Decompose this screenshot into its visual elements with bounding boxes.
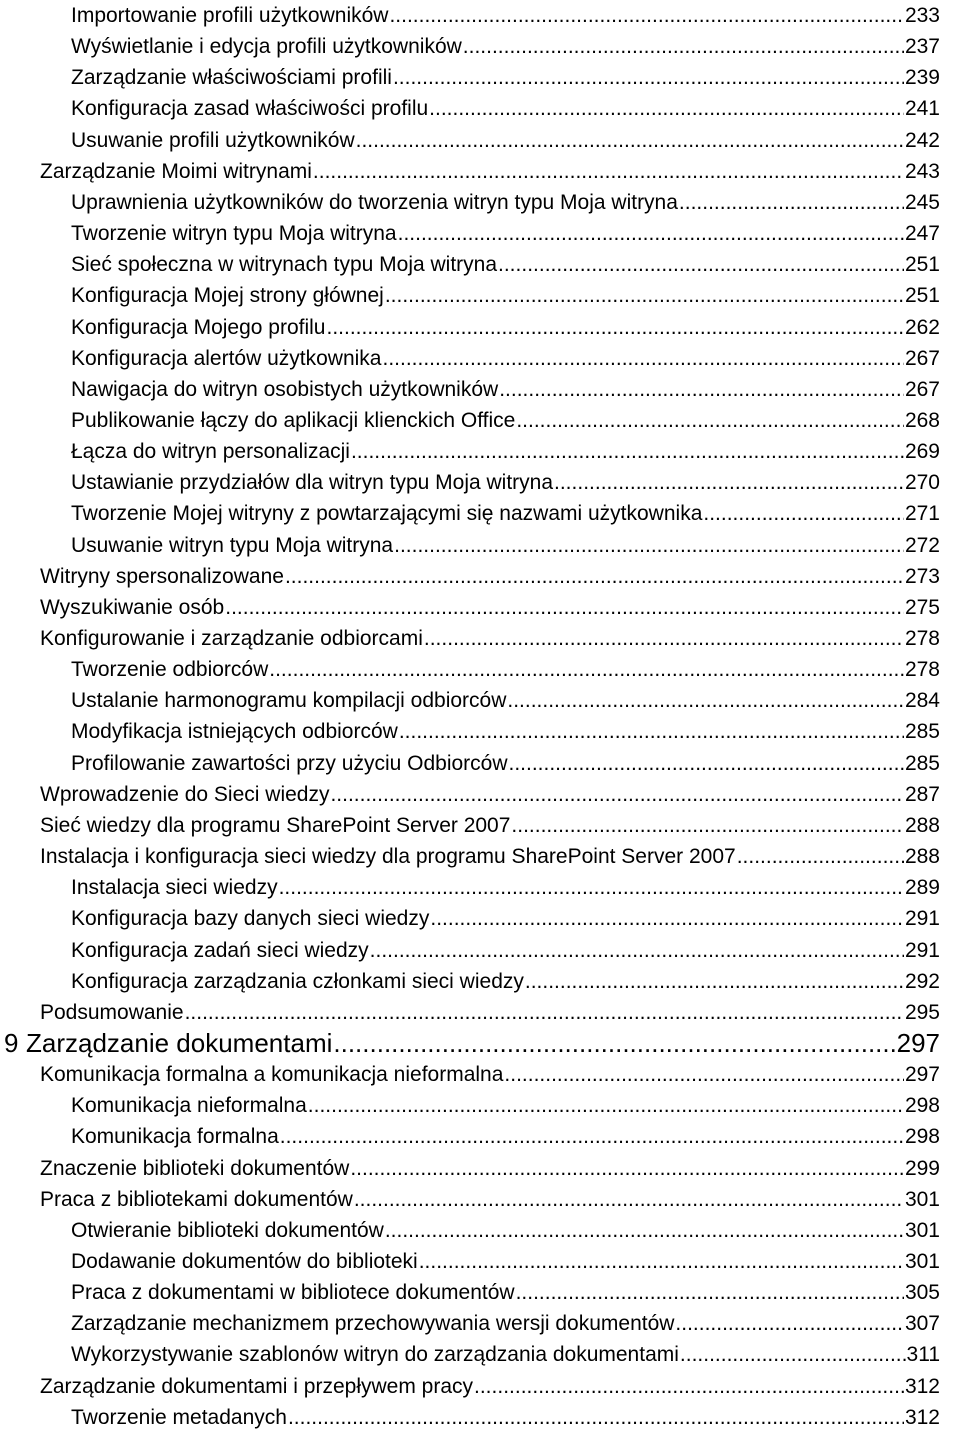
- toc-entry[interactable]: [40, 1371, 940, 1402]
- toc-entry-page-number: 269: [904, 440, 940, 464]
- toc-entry-title: Komunikacja nieformalna: [71, 1094, 307, 1118]
- toc-entry-title: Ustawianie przydziałów dla witryn typu Moja witryna: [71, 471, 554, 495]
- toc-entry[interactable]: [71, 343, 940, 374]
- toc-entry-page-number: 297: [896, 1027, 940, 1058]
- toc-entry-page-number: 288: [904, 845, 940, 869]
- toc-entry-title: Zarządzanie Moimi witrynami: [40, 159, 312, 183]
- toc-entry[interactable]: [71, 903, 940, 934]
- toc-entry[interactable]: [71, 1090, 940, 1121]
- dot-leader: [516, 405, 904, 436]
- toc-entry-page-number: 289: [904, 876, 940, 900]
- dot-leader: [675, 1308, 904, 1339]
- toc-entry-page-number: 295: [904, 1000, 940, 1024]
- toc-entry-page-number: 243: [904, 159, 940, 183]
- toc-entry-title: Importowanie profili użytkowników: [71, 4, 389, 27]
- dot-leader: [398, 218, 904, 249]
- dot-leader: [429, 93, 904, 124]
- toc-entry-page-number: 262: [904, 315, 940, 339]
- toc-entry-page-number: 301: [904, 1250, 940, 1273]
- toc-entry[interactable]: [71, 374, 940, 405]
- dot-leader: [225, 592, 904, 623]
- toc-entry[interactable]: [40, 1059, 940, 1090]
- toc-entry-page-number: 278: [904, 627, 940, 650]
- toc-entry[interactable]: [71, 0, 940, 31]
- toc-entry-title: Zarządzanie właściwościami profili: [71, 66, 392, 90]
- dot-leader: [507, 685, 904, 716]
- toc-entry-title: Sieć wiedzy dla programu SharePoint Server 2007: [40, 813, 511, 837]
- toc-entry-title: Dodawanie dokumentów do biblioteki: [71, 1250, 418, 1273]
- toc-entry[interactable]: [71, 935, 940, 966]
- toc-entry-title: Znaczenie biblioteki dokumentów: [40, 1156, 350, 1180]
- toc-entry-title: Tworzenie metadanych: [71, 1405, 287, 1429]
- toc-entry-page-number: 272: [904, 533, 940, 557]
- toc-entry-page-number: 247: [904, 222, 940, 246]
- dot-leader: [430, 903, 904, 934]
- toc-entry[interactable]: [40, 810, 940, 841]
- toc-entry-page-number: 275: [904, 595, 940, 619]
- toc-entry[interactable]: [40, 779, 940, 810]
- dot-leader: [419, 1246, 904, 1277]
- toc-entry-page-number: 233: [904, 4, 940, 27]
- toc-entry-page-number: 284: [904, 689, 940, 713]
- toc-entry-title: Praca z dokumentami w bibliotece dokumentów: [71, 1281, 515, 1305]
- dot-leader: [269, 654, 904, 685]
- dot-leader: [680, 1339, 906, 1370]
- dot-leader: [703, 498, 904, 529]
- toc-entry-page-number: 285: [904, 720, 940, 744]
- toc-entry-title: Podsumowanie: [40, 1000, 184, 1024]
- toc-entry[interactable]: [71, 125, 940, 156]
- toc-entry-page-number: 285: [904, 751, 940, 775]
- toc-entry-title: Konfiguracja Mojego profilu: [71, 315, 326, 339]
- toc-entry-title: Zarządzanie mechanizmem przechowywania wersji dokumentów: [71, 1312, 675, 1336]
- toc-entry-title: Wprowadzenie do Sieci wiedzy: [40, 782, 330, 806]
- toc-entry-page-number: 291: [904, 938, 940, 962]
- toc-entry[interactable]: [71, 249, 940, 280]
- toc-entry[interactable]: [71, 436, 940, 467]
- dot-leader: [737, 841, 904, 872]
- toc-entry-title: Konfiguracja alertów użytkownika: [71, 346, 382, 370]
- toc-entry-title: Konfiguracja bazy danych sieci wiedzy: [71, 907, 430, 931]
- toc-entry-title: Konfigurowanie i zarządzanie odbiorcami: [40, 627, 423, 650]
- toc-entry-page-number: 268: [904, 408, 940, 432]
- toc-entry-page-number: 298: [904, 1125, 940, 1149]
- toc-entry-page-number: 307: [904, 1312, 940, 1336]
- dot-leader: [463, 31, 904, 62]
- dot-leader: [509, 748, 904, 779]
- dot-leader: [389, 0, 903, 31]
- dot-leader: [385, 280, 904, 311]
- dot-leader: [554, 467, 904, 498]
- dot-leader: [525, 966, 904, 997]
- toc-entry-page-number: 312: [904, 1405, 940, 1429]
- toc-entry[interactable]: [40, 592, 940, 623]
- dot-leader: [354, 1184, 904, 1215]
- toc-entry-title: Witryny spersonalizowane: [40, 564, 284, 588]
- toc-entry-page-number: 291: [904, 907, 940, 931]
- toc-entry-page-number: 251: [904, 284, 940, 308]
- dot-leader: [308, 1090, 904, 1121]
- toc-entry-page-number: 245: [904, 190, 940, 214]
- toc-entry[interactable]: [71, 685, 940, 716]
- toc-entry[interactable]: [40, 1184, 940, 1215]
- toc-entry-title: Komunikacja formalna: [71, 1125, 279, 1149]
- dot-leader: [516, 1277, 904, 1308]
- toc-entry[interactable]: [71, 467, 940, 498]
- toc-entry[interactable]: [71, 530, 940, 561]
- toc-entry-page-number: 271: [904, 502, 940, 526]
- toc-entry-title: Sieć społeczna w witrynach typu Moja witryna: [71, 253, 498, 277]
- dot-leader: [185, 997, 904, 1028]
- toc-entry-title: Wykorzystywanie szablonów witryn do zarządzania dokumentami: [71, 1343, 679, 1367]
- dot-leader: [504, 1059, 904, 1090]
- toc-entry[interactable]: [71, 1308, 940, 1339]
- toc-entry[interactable]: [71, 218, 940, 249]
- toc-entry[interactable]: [71, 93, 940, 124]
- toc-entry-page-number: 237: [904, 35, 940, 59]
- toc-entry[interactable]: [40, 1153, 940, 1184]
- toc-entry[interactable]: [71, 1402, 940, 1433]
- dot-leader: [511, 810, 904, 841]
- toc-entry[interactable]: [71, 498, 940, 529]
- toc-entry-title: Modyfikacja istniejących odbiorców: [71, 720, 398, 744]
- toc-entry-page-number: 301: [904, 1218, 940, 1242]
- dot-leader: [424, 623, 904, 654]
- toc-entry[interactable]: [71, 280, 940, 311]
- toc-entry-page-number: 242: [904, 128, 940, 152]
- toc-entry-title: Wyszukiwanie osób: [40, 595, 225, 619]
- toc-entry-page-number: 305: [904, 1281, 940, 1305]
- toc-entry[interactable]: [40, 997, 940, 1028]
- toc-entry-page-number: 287: [904, 782, 940, 806]
- dot-leader: [356, 125, 904, 156]
- dot-leader: [385, 1215, 904, 1246]
- toc-entry-title: Profilowanie zawartości przy użyciu Odbiorców: [71, 751, 508, 775]
- toc-entry[interactable]: [71, 654, 940, 685]
- dot-leader: [679, 187, 904, 218]
- toc-entry-page-number: 239: [904, 66, 940, 90]
- toc-entry-title: Konfiguracja Mojej strony głównej: [71, 284, 384, 308]
- toc-entry[interactable]: [40, 561, 940, 592]
- toc-entry-page-number: 273: [904, 564, 940, 588]
- toc-entry-page-number: 312: [904, 1374, 940, 1398]
- toc-entry-title: Tworzenie witryn typu Moja witryna: [71, 222, 397, 246]
- toc-entry-title: Zarządzanie dokumentami i przepływem pracy: [40, 1374, 474, 1398]
- toc-entry-page-number: 298: [904, 1094, 940, 1118]
- toc-entry-title: Łącza do witryn personalizacji: [71, 440, 350, 464]
- toc-entry[interactable]: [71, 405, 940, 436]
- toc-entry[interactable]: [71, 716, 940, 747]
- dot-leader: [474, 1371, 904, 1402]
- toc-entry-title: Konfiguracja zarządzania członkami sieci wiedzy: [71, 969, 524, 993]
- dot-leader: [393, 62, 904, 93]
- toc-entry[interactable]: [71, 1339, 940, 1370]
- dot-leader: [333, 1028, 895, 1059]
- toc-entry-title: Publikowanie łączy do aplikacji klienckich Office: [71, 408, 516, 432]
- toc-entry[interactable]: [71, 1277, 940, 1308]
- dot-leader: [394, 530, 904, 561]
- toc-entry-title: Otwieranie biblioteki dokumentów: [71, 1218, 384, 1242]
- toc-entry-title: Nawigacja do witryn osobistych użytkowników: [71, 377, 499, 401]
- toc-entry-title: Instalacja sieci wiedzy: [71, 876, 278, 900]
- toc-entry[interactable]: [71, 187, 940, 218]
- dot-leader: [279, 872, 904, 903]
- dot-leader: [498, 249, 904, 280]
- toc-entry[interactable]: [71, 966, 940, 997]
- toc-entry-title: 9 Zarządzanie dokumentami: [4, 1027, 333, 1058]
- dot-leader: [499, 374, 904, 405]
- dot-leader: [351, 436, 904, 467]
- toc-entry-title: Ustalanie harmonogramu kompilacji odbiorców: [71, 689, 507, 713]
- toc-entry[interactable]: [40, 156, 940, 187]
- toc-entry-page-number: 278: [904, 658, 940, 682]
- toc-entry-title: Usuwanie profili użytkowników: [71, 128, 355, 152]
- toc-entry[interactable]: [71, 748, 940, 779]
- toc-entry-page-number: 299: [904, 1156, 940, 1180]
- dot-leader: [330, 779, 903, 810]
- dot-leader: [370, 935, 904, 966]
- toc-entry[interactable]: [40, 623, 940, 654]
- toc-entry-page-number: 288: [904, 813, 940, 837]
- dot-leader: [399, 716, 904, 747]
- dot-leader: [288, 1402, 904, 1433]
- toc-entry[interactable]: [71, 312, 940, 343]
- toc-entry-title: Tworzenie Mojej witryny z powtarzającymi się nazwami użytkownika: [71, 502, 703, 526]
- toc-entry-page-number: 241: [904, 97, 940, 121]
- toc-entry-page-number: 292: [904, 969, 940, 993]
- toc-entry-title: Komunikacja formalna a komunikacja nieformalna: [40, 1063, 504, 1087]
- toc-entry-title: Wyświetlanie i edycja profili użytkowników: [71, 35, 462, 59]
- toc-entry-page-number: 267: [904, 377, 940, 401]
- toc-entry[interactable]: [71, 872, 940, 903]
- dot-leader: [280, 1121, 904, 1152]
- toc-entry-title: Uprawnienia użytkowników do tworzenia witryn typu Moja witryna: [71, 190, 678, 214]
- toc-entry-title: Tworzenie odbiorców: [71, 658, 269, 682]
- toc-entry-title: Konfiguracja zadań sieci wiedzy: [71, 938, 369, 962]
- toc-entry[interactable]: [71, 31, 940, 62]
- toc-chapter-entry[interactable]: [4, 1028, 940, 1059]
- chapter-number: 9: [4, 1027, 19, 1058]
- toc-entry-page-number: 297: [904, 1063, 940, 1087]
- toc-entry-title: Usuwanie witryn typu Moja witryna: [71, 533, 394, 557]
- toc-entry[interactable]: [71, 1215, 940, 1246]
- dot-leader: [383, 343, 904, 374]
- toc-entry-page-number: 251: [904, 253, 940, 277]
- toc-entry[interactable]: [71, 1121, 940, 1152]
- toc-entry[interactable]: [71, 62, 940, 93]
- dot-leader: [350, 1153, 904, 1184]
- dot-leader: [313, 156, 904, 187]
- toc-entry-page-number: 311: [906, 1343, 940, 1367]
- toc-entry-page-number: 270: [904, 471, 940, 495]
- toc-entry-page-number: 301: [904, 1187, 940, 1211]
- dot-leader: [326, 312, 903, 343]
- toc-entry-title: Konfiguracja zasad właściwości profilu: [71, 97, 429, 121]
- toc-entry-page-number: 267: [904, 346, 940, 370]
- toc-entry-title: Praca z bibliotekami dokumentów: [40, 1187, 353, 1211]
- toc-entry-title: Instalacja i konfiguracja sieci wiedzy dla programu SharePoint Server 2007: [40, 845, 736, 869]
- toc-entry[interactable]: [40, 841, 940, 872]
- toc-entry[interactable]: [71, 1246, 940, 1277]
- dot-leader: [285, 561, 904, 592]
